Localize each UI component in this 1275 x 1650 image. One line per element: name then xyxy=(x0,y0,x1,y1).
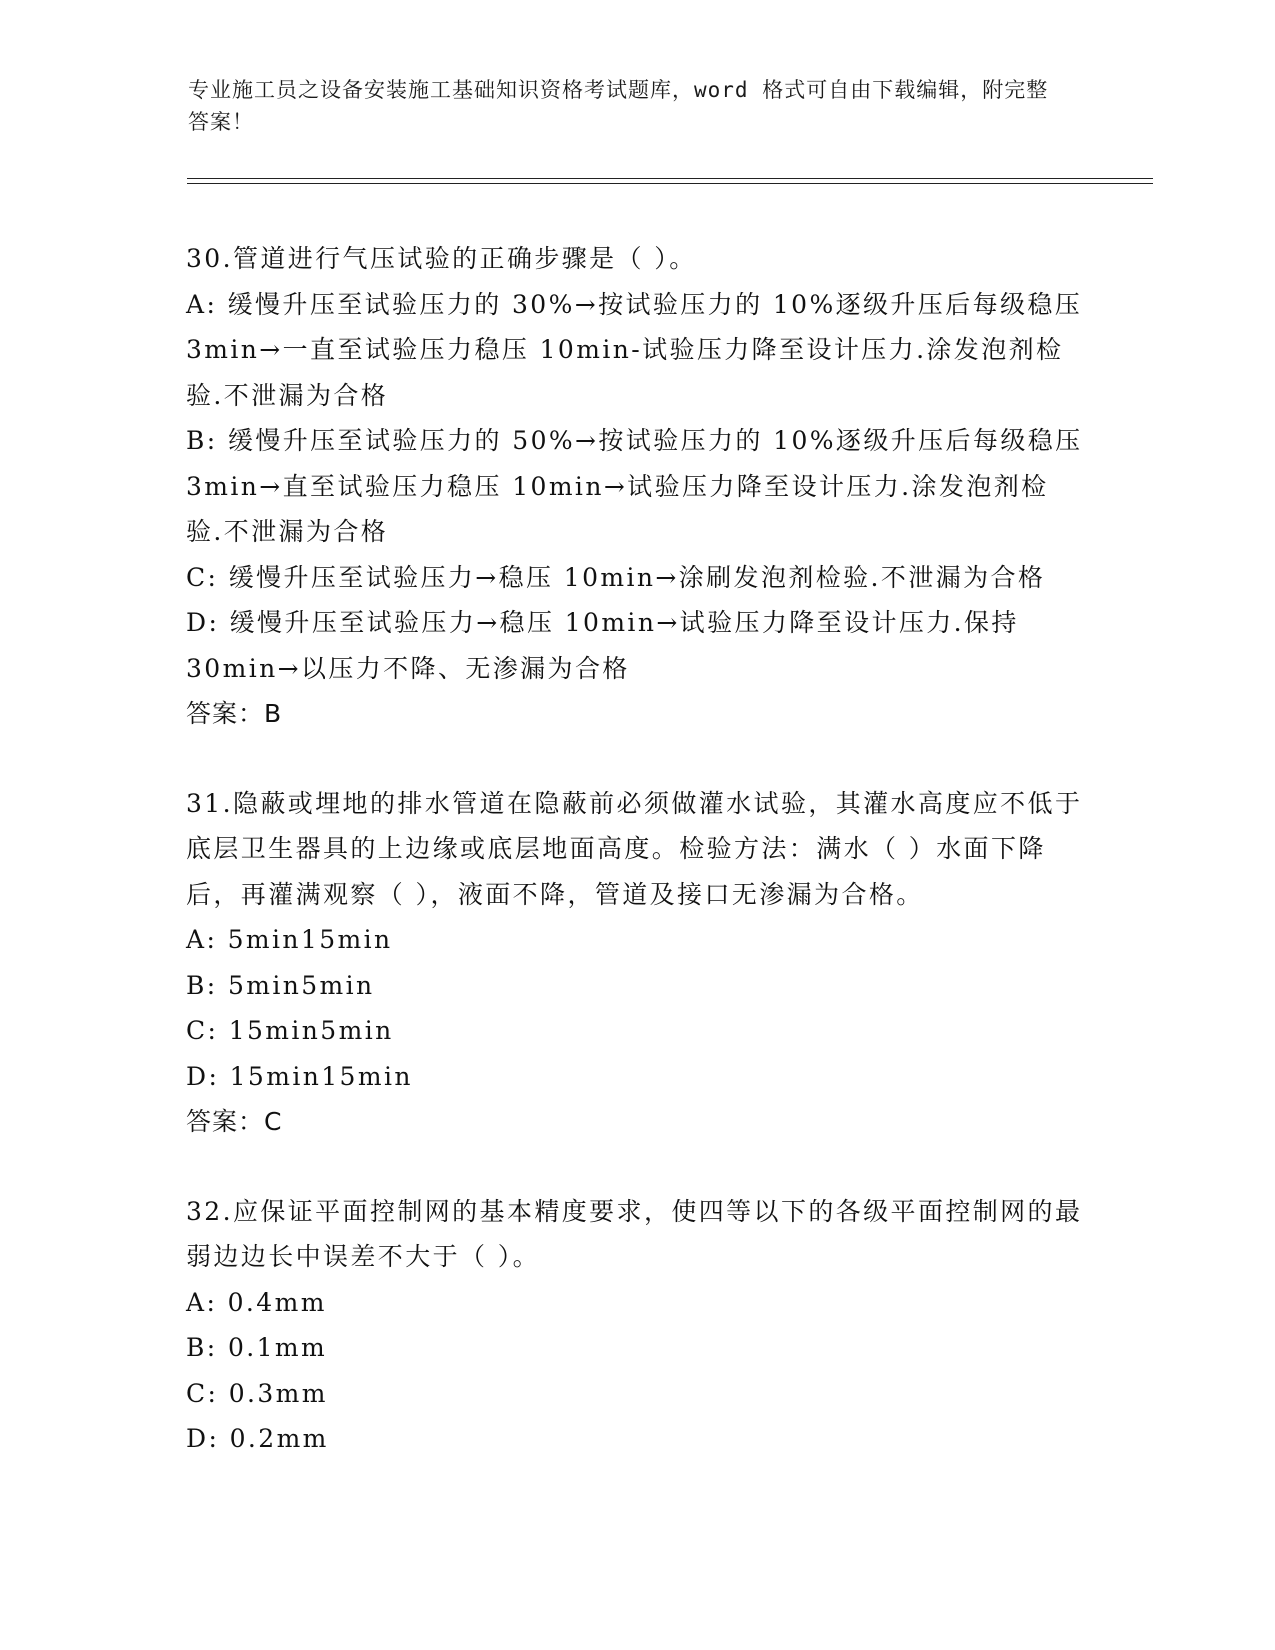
option-b: B: 0.1mm xyxy=(186,1333,328,1362)
option-d: D: 0.2mm xyxy=(186,1424,329,1453)
option-b: B: 5min5min xyxy=(186,970,375,1000)
question-stem: 31.隐蔽或埋地的排水管道在隐蔽前必须做灌水试验，其灌水高度应不低于底层卫生器具的上边缘或底层地面高度。检验方法：满水（ ）水面下降后，再灌满观察（ ），液面不降，管道及接口无渗漏为合格。 xyxy=(186,788,1083,909)
option-a: A: 缓慢升压至试验压力的 30%→按试验压力的 10%逐级升压后每级稳压 3min→一直至试验压力稳压 10min-试验压力降至设计压力.涂发泡剂检验.不泄漏为合格 xyxy=(186,289,1083,410)
option-b: B: 缓慢升压至试验压力的 50%→按试验压力的 10%逐级升压后每级稳压 3min→直至试验压力稳压 10min→试验压力降至设计压力.涂发泡剂检验.不泄漏为合格 xyxy=(186,426,1083,546)
header-rule-top xyxy=(187,178,1153,179)
question-32 xyxy=(186,1189,1086,1462)
option-c: C: 0.3mm xyxy=(186,1378,328,1408)
option-d: D: 缓慢升压至试验压力→稳压 10min→试验压力降至设计压力.保持 30min→以压力不降、无渗漏为合格 xyxy=(186,608,1019,683)
question-30 xyxy=(186,236,1086,737)
question-stem: 30.管道进行气压试验的正确步骤是（ ）。 xyxy=(186,244,697,273)
option-c: C: 15min5min xyxy=(186,1016,394,1045)
document-header: 专业施工员之设备安装施工基础知识资格考试题库，word 格式可自由下载编辑，附完整答案！ xyxy=(188,78,1049,134)
answer-label: 答案：C xyxy=(186,1107,283,1136)
question-list xyxy=(186,236,1086,1462)
option-a: A: 5min15min xyxy=(186,925,393,954)
option-a: A: 0.4mm xyxy=(186,1287,327,1317)
option-d: D: 15min15min xyxy=(186,1061,413,1091)
header-rule-bottom xyxy=(187,183,1153,184)
question-31 xyxy=(186,781,1086,1145)
question-stem: 32.应保证平面控制网的基本精度要求，使四等以下的各级平面控制网的最弱边边长中误差不大于（ ）。 xyxy=(186,1196,1083,1271)
option-c: C: 缓慢升压至试验压力→稳压 10min→涂刷发泡剂检验.不泄漏为合格 xyxy=(186,562,1046,592)
answer-label: 答案：B xyxy=(186,699,283,728)
